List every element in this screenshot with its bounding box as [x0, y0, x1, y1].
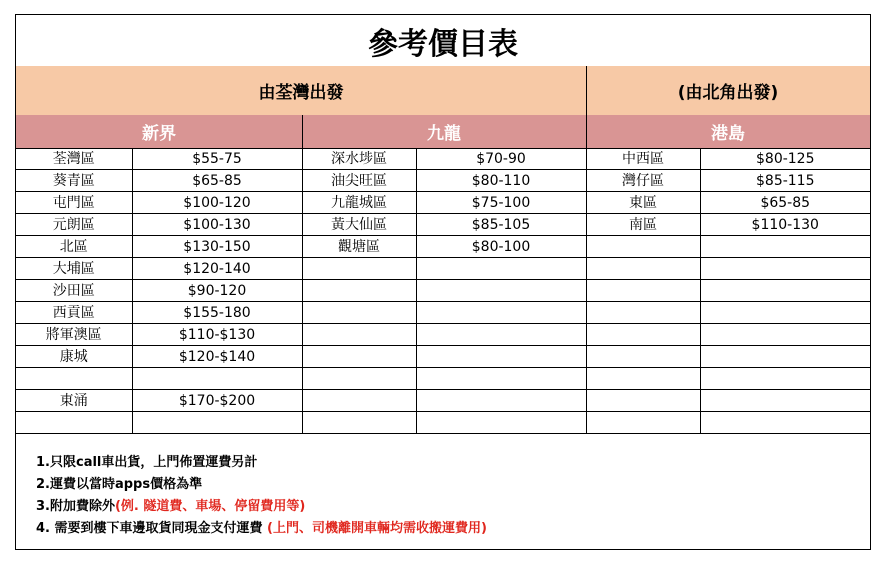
district-cell: [586, 280, 700, 302]
price-cell: $80-110: [416, 170, 586, 192]
table-row: [16, 302, 870, 324]
district-cell: [302, 390, 416, 412]
region-header-new-territories: 新界: [16, 115, 302, 149]
district-cell: [586, 368, 700, 390]
price-cell: [700, 236, 870, 258]
table-row: [16, 412, 870, 434]
table-row: [16, 214, 870, 236]
district-cell: [302, 368, 416, 390]
price-cell: [700, 412, 870, 434]
price-cell: $80-100: [416, 236, 586, 258]
price-cell: $55-75: [132, 148, 302, 170]
table-row: [16, 192, 870, 214]
note-line: 1.只限call車出貨，上門佈置運費另計: [36, 455, 258, 470]
price-cell: $65-85: [132, 170, 302, 192]
origin-header-north-point: (由北角出發): [586, 66, 870, 116]
district-cell: [302, 346, 416, 368]
district-cell: 東涌: [16, 390, 132, 412]
district-cell: 荃灣區: [16, 148, 132, 170]
price-cell: $70-90: [416, 148, 586, 170]
price-cell: $110-$130: [132, 324, 302, 346]
district-cell: 西貢區: [16, 302, 132, 324]
district-cell: 中西區: [586, 148, 700, 170]
table-row: [16, 170, 870, 192]
district-cell: 九龍城區: [302, 192, 416, 214]
district-cell: [586, 258, 700, 280]
price-cell: [416, 258, 586, 280]
table-row: [16, 390, 870, 412]
price-cell: $170-$200: [132, 390, 302, 412]
region-header-hong-kong-island: 港島: [586, 115, 870, 149]
price-cell: $155-180: [132, 302, 302, 324]
price-cell: [700, 324, 870, 346]
column-divider: [302, 115, 303, 148]
table-row: [16, 236, 870, 258]
price-cell: $100-120: [132, 192, 302, 214]
price-cell: [416, 324, 586, 346]
price-cell: [416, 412, 586, 434]
price-cell: [700, 368, 870, 390]
price-list-sheet: [15, 14, 871, 550]
origin-header-tsuen-wan: 由荃灣出發: [16, 66, 586, 116]
price-cell: $90-120: [132, 280, 302, 302]
district-cell: [586, 346, 700, 368]
page-title: 參考價目表: [16, 15, 870, 67]
price-cell: [700, 302, 870, 324]
price-cell: $100-130: [132, 214, 302, 236]
district-cell: 觀塘區: [302, 236, 416, 258]
notes-section: [36, 452, 487, 540]
district-cell: 南區: [586, 214, 700, 236]
district-cell: 康城: [16, 346, 132, 368]
price-cell: [132, 368, 302, 390]
column-divider: [586, 66, 587, 148]
district-cell: [302, 258, 416, 280]
district-cell: [586, 390, 700, 412]
price-cell: [700, 280, 870, 302]
price-table: [16, 148, 870, 434]
price-cell: [700, 258, 870, 280]
district-cell: [586, 302, 700, 324]
table-row: [16, 280, 870, 302]
price-cell: $110-130: [700, 214, 870, 236]
price-cell: [700, 390, 870, 412]
district-cell: 黃大仙區: [302, 214, 416, 236]
price-cell: [700, 346, 870, 368]
district-cell: [302, 412, 416, 434]
district-cell: [302, 324, 416, 346]
price-cell: [416, 302, 586, 324]
table-row: [16, 346, 870, 368]
district-cell: 元朗區: [16, 214, 132, 236]
district-cell: [302, 280, 416, 302]
price-cell: [416, 390, 586, 412]
price-cell: $130-150: [132, 236, 302, 258]
district-cell: [16, 368, 132, 390]
district-cell: 灣仔區: [586, 170, 700, 192]
note-line: 3.附加費除外(例. 隧道費、車場、停留費用等): [36, 499, 306, 514]
price-cell: [416, 280, 586, 302]
table-row: [16, 258, 870, 280]
district-cell: 油尖旺區: [302, 170, 416, 192]
table-row: [16, 148, 870, 170]
district-cell: [302, 302, 416, 324]
district-cell: 深水埗區: [302, 148, 416, 170]
district-cell: 大埔區: [16, 258, 132, 280]
district-cell: [586, 412, 700, 434]
price-cell: $65-85: [700, 192, 870, 214]
district-cell: 東區: [586, 192, 700, 214]
district-cell: 葵青區: [16, 170, 132, 192]
price-cell: [416, 346, 586, 368]
price-cell: $85-105: [416, 214, 586, 236]
district-cell: 沙田區: [16, 280, 132, 302]
price-cell: $120-$140: [132, 346, 302, 368]
price-cell: $75-100: [416, 192, 586, 214]
table-row: [16, 368, 870, 390]
district-cell: 屯門區: [16, 192, 132, 214]
note-line: 2.運費以當時apps價格為準: [36, 477, 203, 492]
table-row: [16, 324, 870, 346]
price-cell: $85-115: [700, 170, 870, 192]
district-cell: 將軍澳區: [16, 324, 132, 346]
district-cell: [586, 236, 700, 258]
price-cell: [132, 412, 302, 434]
note-highlight: (例. 隧道費、車場、停留費用等): [114, 499, 306, 514]
district-cell: 北區: [16, 236, 132, 258]
district-cell: [16, 412, 132, 434]
note-highlight: (上門、司機離開車輛均需收搬運費用): [267, 521, 487, 536]
price-cell: $120-140: [132, 258, 302, 280]
price-cell: $80-125: [700, 148, 870, 170]
region-header-kowloon: 九龍: [302, 115, 586, 149]
district-cell: [586, 324, 700, 346]
price-cell: [416, 368, 586, 390]
note-line: 4. 需要到樓下車邊取貨同現金支付運費 (上門、司機離開車輛均需收搬運費用): [36, 521, 487, 536]
